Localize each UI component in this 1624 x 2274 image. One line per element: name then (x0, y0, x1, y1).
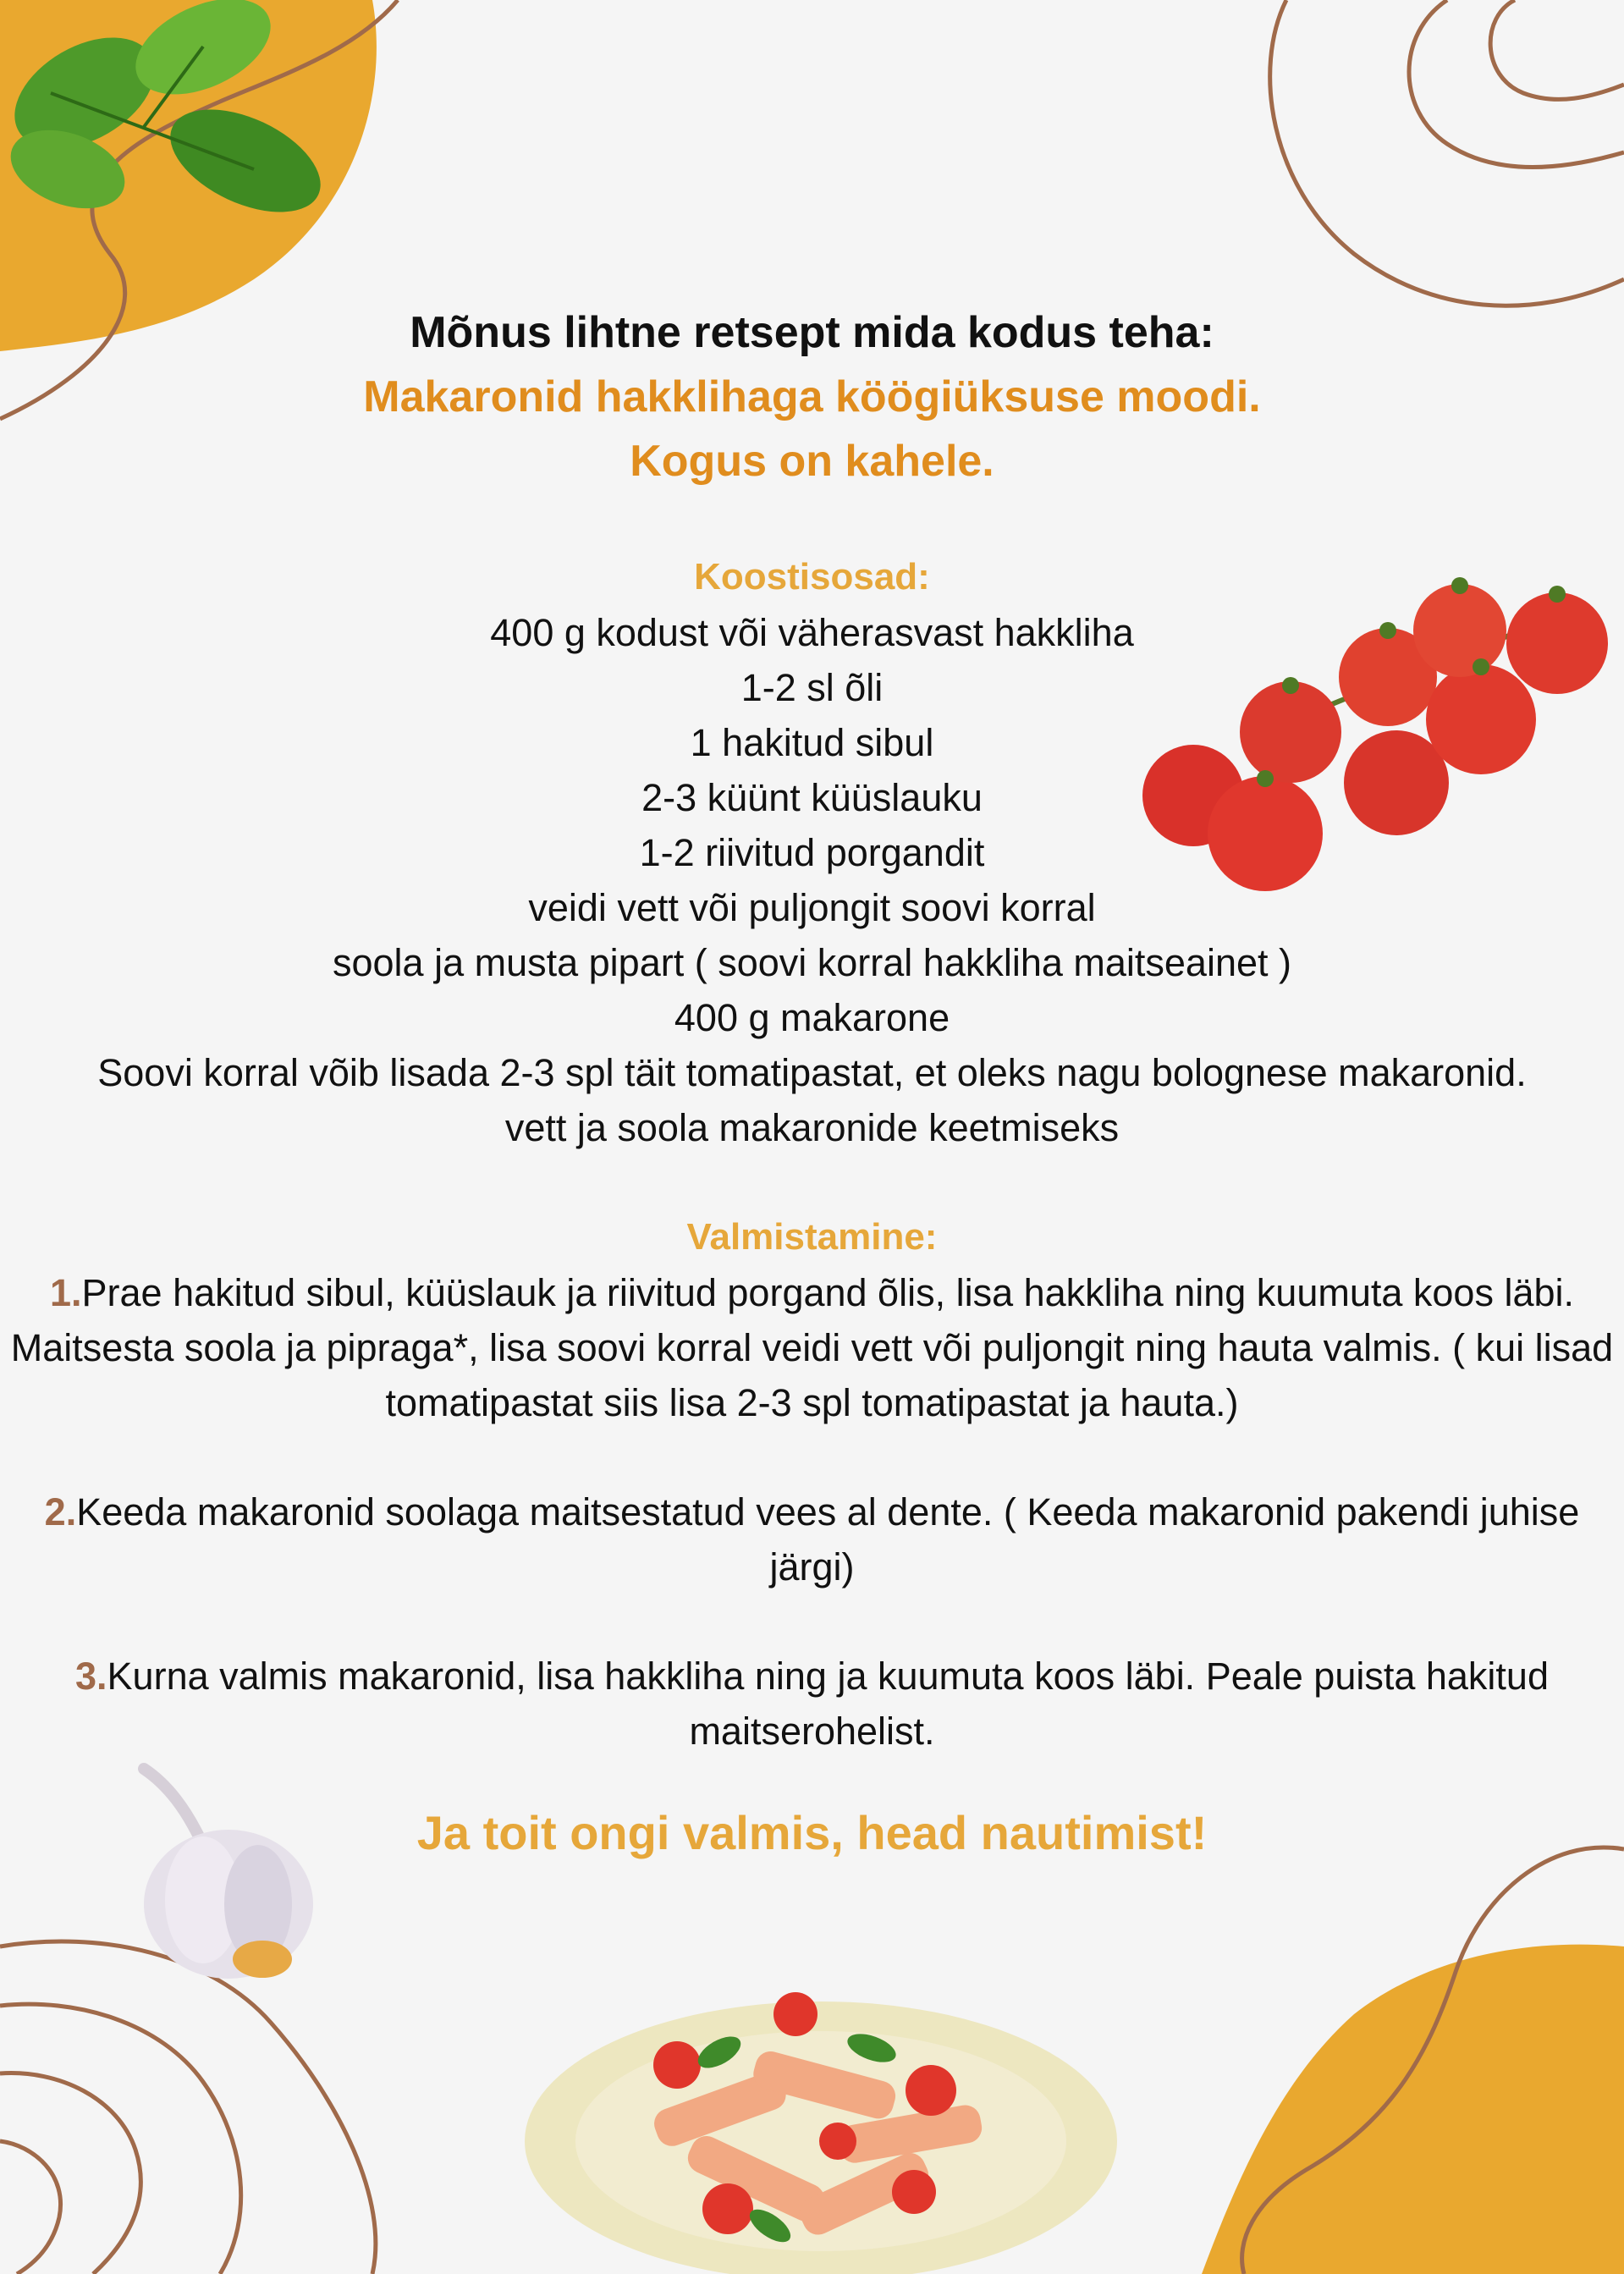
preparation-heading: Valmistamine: (686, 1216, 938, 1258)
ingredient-item: 400 g makarone (674, 996, 950, 1039)
step-text: Prae hakitud sibul, küüslauk ja riivitud porgand õlis, lisa hakkliha ning kuumuta koos läbi. Maitsesta soola ja pipraga*, lisa soovi korral veidi vett või puljongit ning hauta valmis. ( kui lisad tomatipastat siis lisa 2-3 spl tomatipastat ja hauta.) (10, 1271, 1614, 1424)
preparation-step (10, 1484, 1614, 1594)
ingredient-item: Soovi korral võib lisada 2-3 spl täit tomatipastat, et oleks nagu bolognese makaronid. (97, 1051, 1527, 1094)
step-number: 3. (75, 1655, 107, 1698)
closing-message: Ja toit ongi valmis, head nautimist! (416, 1806, 1208, 1859)
basil-icon (0, 0, 330, 229)
ingredient-item: 1-2 sl õli (740, 666, 884, 709)
ingredient-item: 400 g kodust või väherasvast hakkliha (490, 611, 1134, 654)
ingredient-item: 2-3 küünt küüslauku (641, 776, 983, 819)
ingredients-heading: Koostisosad: (694, 556, 930, 597)
step-number: 2. (44, 1490, 77, 1533)
recipe-content (0, 300, 1624, 1867)
preparation-step (10, 1265, 1614, 1430)
step-number: 1. (49, 1271, 82, 1314)
recipe-name: Makaronid hakklihaga köögiüksuse moodi. (363, 372, 1261, 421)
step-text: Keeda makaronid soolaga maitsestatud vees al dente. ( Keeda makaronid pakendi juhise järgi) (76, 1490, 1580, 1588)
ingredient-item: 1-2 riivitud porgandit (639, 831, 985, 874)
ingredients-list (0, 605, 1624, 1155)
bottom-left-contour-lines (0, 1930, 406, 2274)
preparation-step (10, 1649, 1614, 1759)
pasta-plate-icon (516, 1972, 1126, 2274)
ingredient-item: veidi vett või puljongit soovi korral (528, 886, 1096, 929)
ingredient-item: soola ja musta pipart ( soovi korral hakkliha maitseainet ) (333, 941, 1291, 984)
recipe-intro-title: Mõnus lihtne retsept mida kodus teha: (410, 308, 1214, 357)
ingredient-item: vett ja soola makaronide keetmiseks (504, 1106, 1120, 1149)
recipe-servings: Kogus on kahele. (630, 437, 994, 486)
step-text: Kurna valmis makaronid, lisa hakkliha ning ja kuumuta koos läbi. Peale puista hakitud maitserohelist. (107, 1655, 1549, 1753)
bottom-right-decoration (1185, 1845, 1624, 2274)
ingredient-item: 1 hakitud sibul (690, 721, 934, 764)
